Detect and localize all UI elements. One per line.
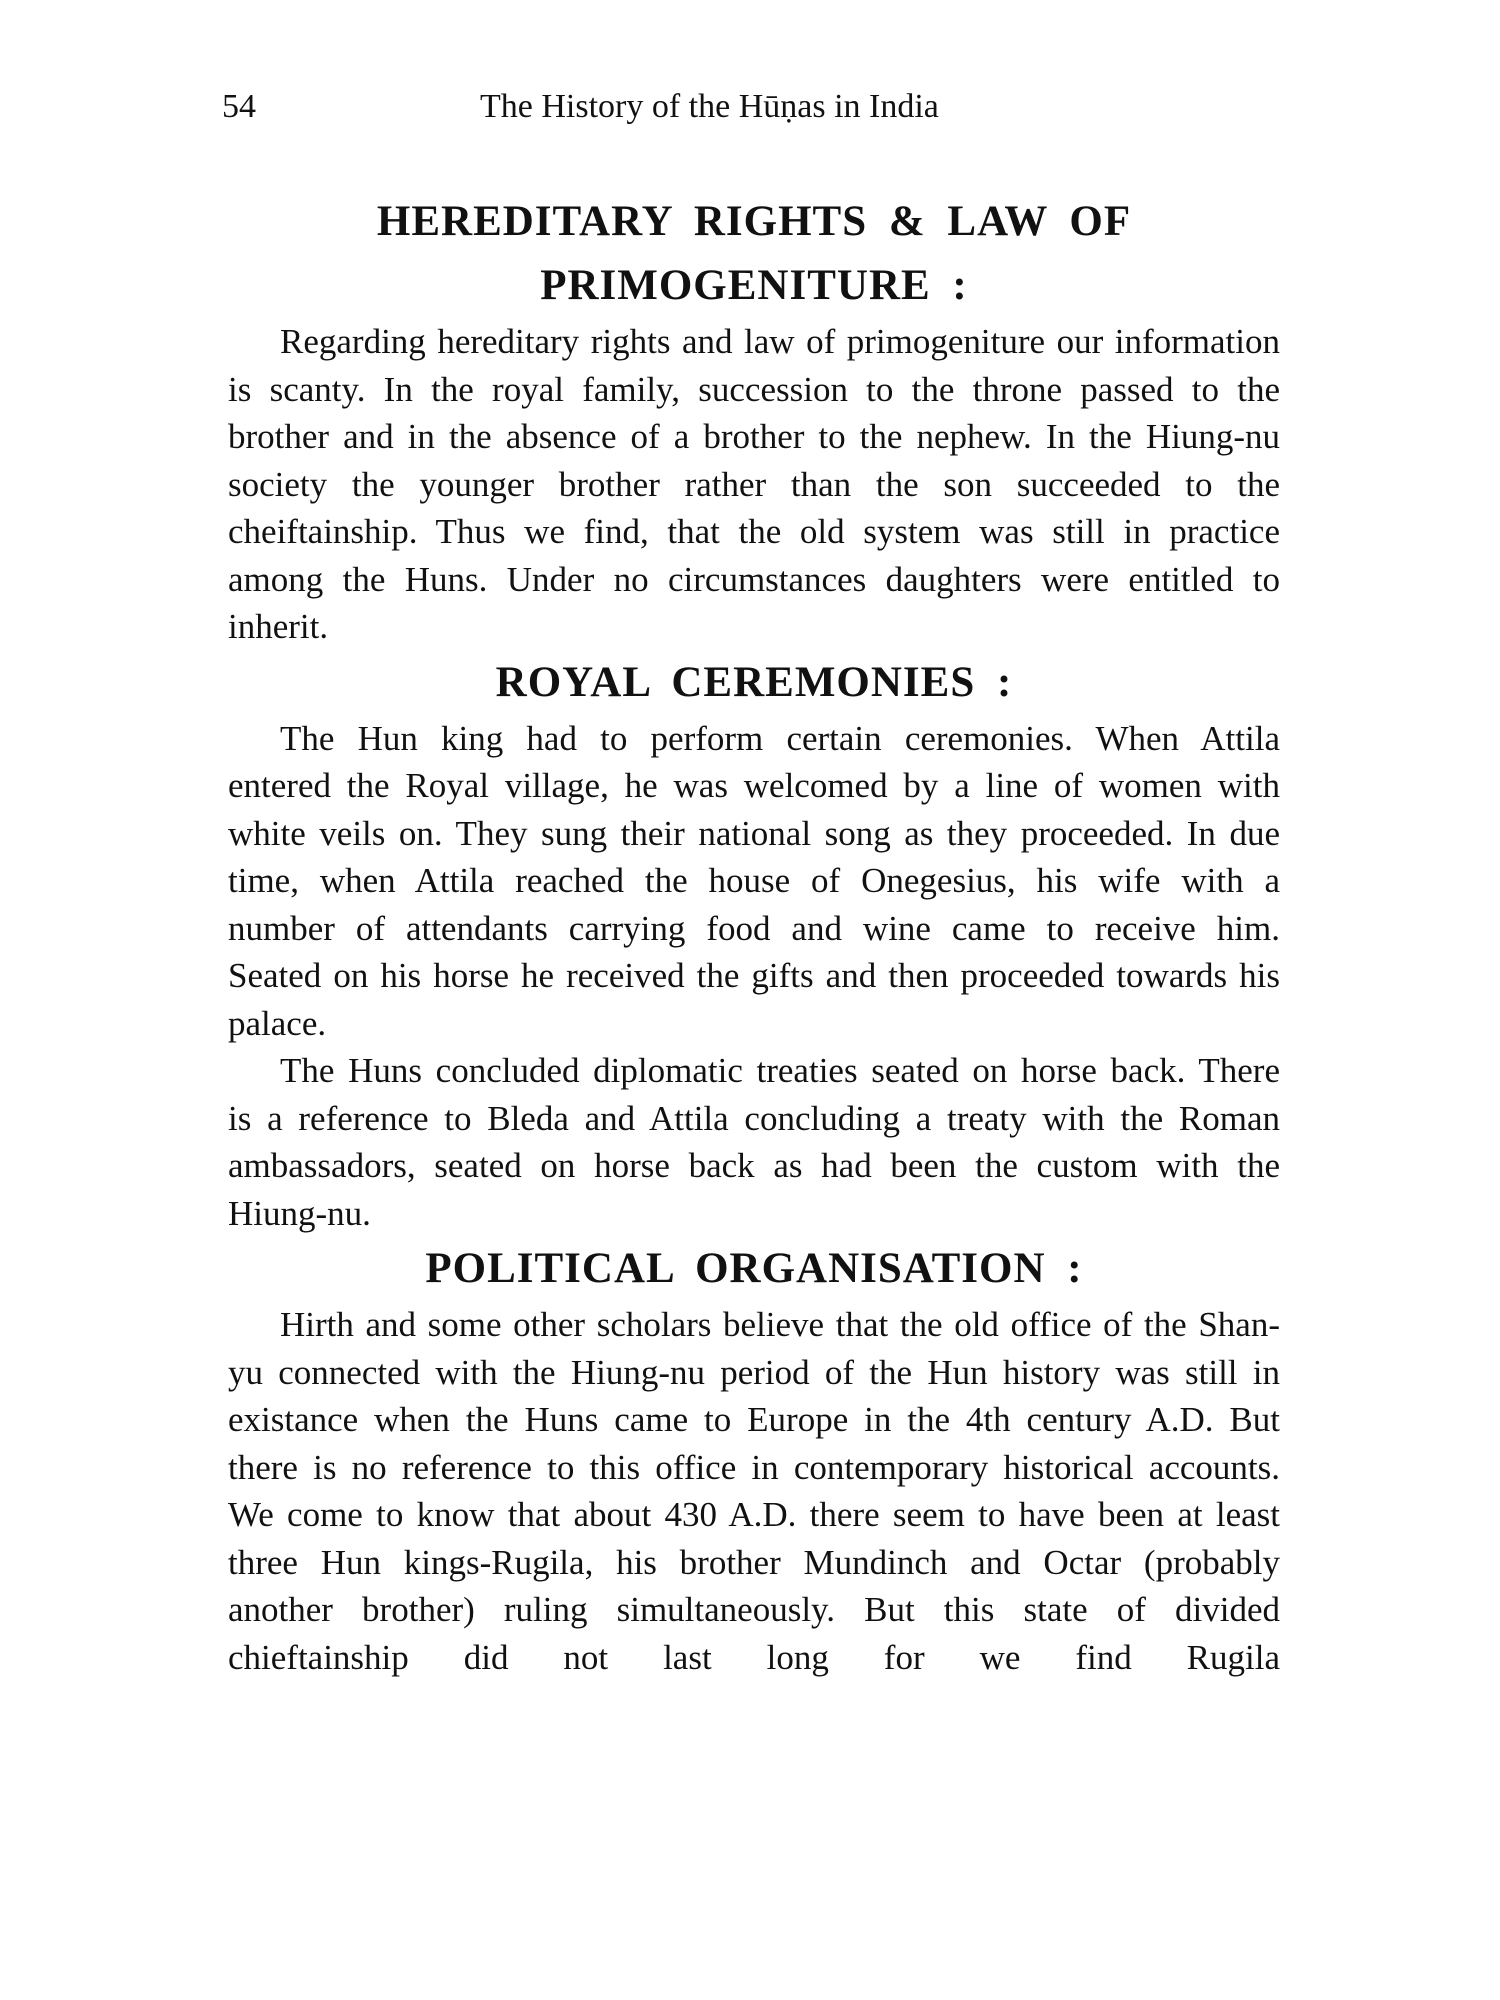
heading-line: PRIMOGENITURE :	[540, 262, 968, 309]
section-hereditary-rights	[228, 190, 1280, 651]
page-body	[228, 190, 1280, 1681]
heading-line: HEREDITARY RIGHTS & LAW OF	[376, 198, 1132, 245]
section-political-organisation	[228, 1237, 1280, 1681]
paragraph: Regarding hereditary rights and law of primogeniture our information is scanty. In the royal family, succession to the throne passed to the brother and in the absence of a brother to the nephew. In the Hiung-nu society the younger brother rather than the son succeeded to the cheiftainship. Thus we find, that the old system was still in practice among the Huns. Under no circumstances daughters were entitled to inherit.	[228, 322, 1280, 646]
section-heading: POLITICAL ORGANISATION :	[425, 1245, 1083, 1292]
page-number: 54	[222, 88, 256, 125]
paragraph: The Huns concluded diplomatic treaties seated on horse back. There is a reference to Bleda and Attila concluding a treaty with the Roman ambassadors, seated on horse back as had been the custom with the Hiung-nu.	[228, 1051, 1280, 1233]
running-head	[222, 88, 1282, 138]
book-title: The History of the Hūṇas in India	[480, 88, 939, 125]
paragraph: The Hun king had to perform certain ceremonies. When Attila entered the Royal village, he was welcomed by a line of women with white veils on. They sung their national song as they proceeded. In due time, when Attila reached the house of Onegesius, his wife with a number of attendants carrying food and wine came to receive him. Seated on his horse he received the gifts and then proceeded towards his palace.	[228, 718, 1280, 1043]
paragraph: Hirth and some other scholars believe that the old office of the Shan-yu connected with the Hiung-nu period of the Hun history was still in existance when the Huns came to Europe in the 4th century A.D. But there is no reference to this office in contemporary historical accounts. We come to know that about 430 A.D. there seem to have been at least three Hun kings-Rugila, his brother Mundinch and Octar (probably another brother) ruling simultaneously. But this state of divided chieftainship did not last long for we find Rugila	[228, 1305, 1280, 1677]
section-heading	[228, 190, 1280, 318]
section-royal-ceremonies	[228, 651, 1280, 1238]
section-heading: ROYAL CEREMONIES :	[495, 658, 1013, 706]
